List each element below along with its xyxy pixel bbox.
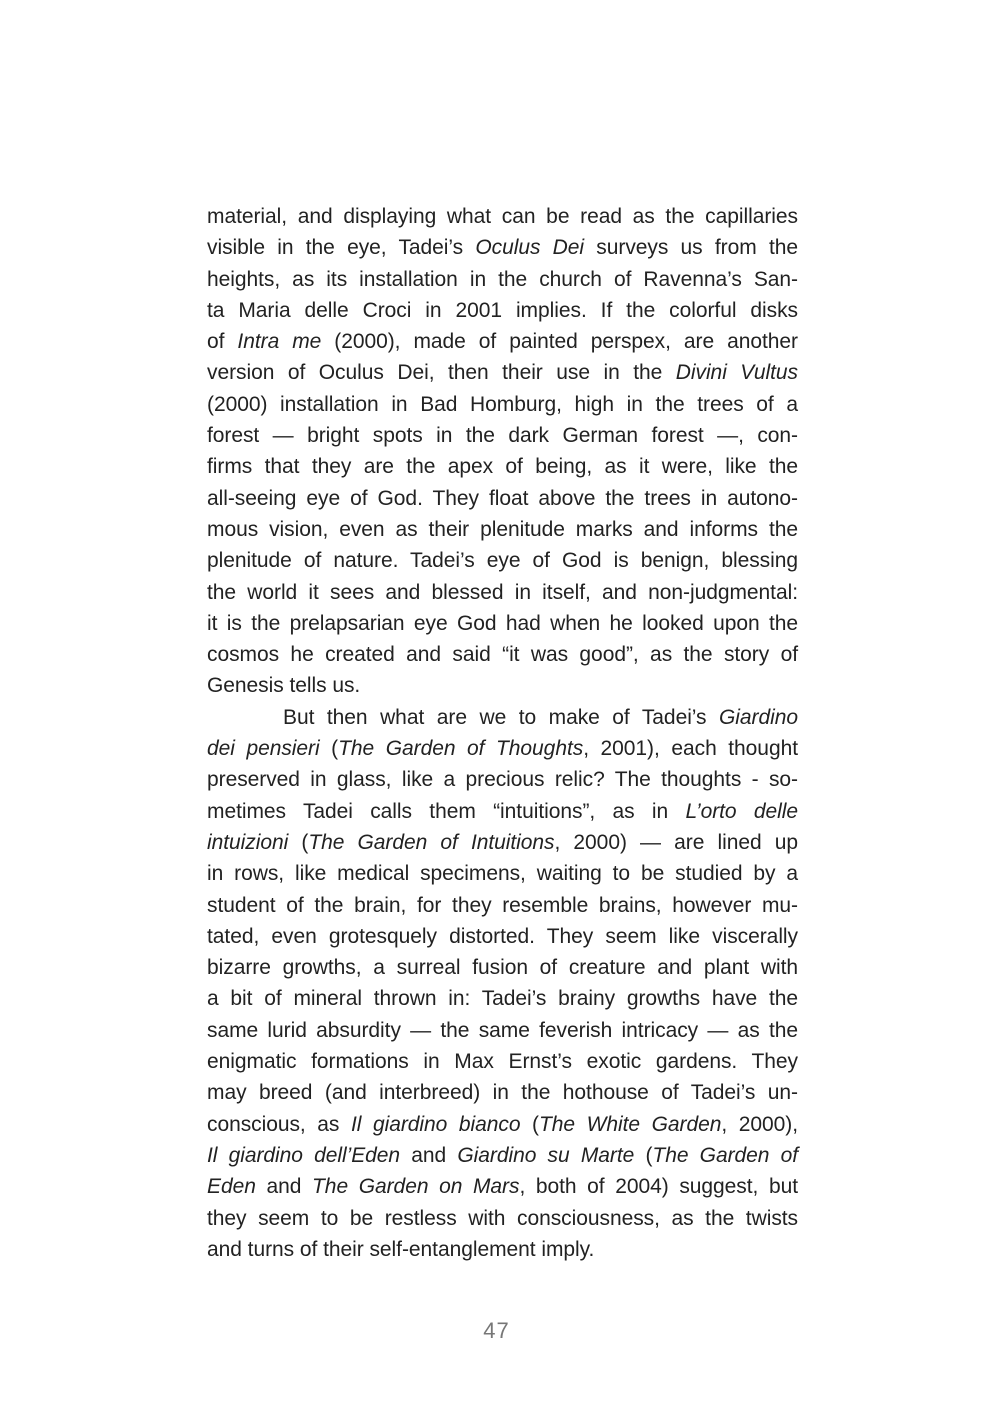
paragraph xyxy=(207,201,798,702)
text-line xyxy=(207,1046,798,1077)
text-run: version of Oculus Dei, then their use in the xyxy=(207,361,676,385)
text-run: heights, as its installation in the church of Ravenna’s San- xyxy=(207,267,798,291)
italic-title-text: Eden xyxy=(207,1175,256,1199)
text-line xyxy=(207,1109,798,1140)
text-line xyxy=(207,545,798,576)
text-line xyxy=(207,764,798,795)
text-line xyxy=(207,890,798,921)
text-run: , 2000), xyxy=(721,1112,798,1136)
text-run: But then what are we to make of Tadei’s xyxy=(283,705,720,729)
text-line xyxy=(207,1077,798,1108)
italic-title-text: Giardino su Marte xyxy=(457,1143,635,1167)
text-run: same lurid absurdity — the same feverish intricacy — as the xyxy=(207,1018,798,1042)
italic-title-text: The Garden of Thoughts xyxy=(338,737,584,761)
text-run: cosmos he created and said “it was good”, as the story of xyxy=(207,643,798,667)
text-run: , 2001), each thought xyxy=(583,737,798,761)
text-run: (2000) installation in Bad Homburg, high in the trees of a xyxy=(207,392,798,416)
text-line xyxy=(207,670,798,701)
text-run: student of the brain, for they resemble brains, however mu- xyxy=(207,893,798,917)
italic-title-text: The Garden of xyxy=(652,1143,799,1167)
text-line xyxy=(207,232,798,263)
text-line xyxy=(207,983,798,1014)
text-run: preserved in glass, like a precious relic? The thoughts - so- xyxy=(207,768,798,792)
italic-title-text: Divini Vultus xyxy=(675,361,798,385)
text-run: conscious, as xyxy=(207,1112,351,1136)
italic-title-text: The White Garden xyxy=(538,1112,722,1136)
italic-title-text: dei pensieri xyxy=(207,737,320,761)
text-run: a bit of mineral thrown in: Tadei’s brainy growths have the xyxy=(207,987,798,1011)
text-line xyxy=(207,1140,798,1171)
text-run: and turns of their self-entanglement imply. xyxy=(207,1237,595,1261)
text-run: the world it sees and blessed in itself, and non-judgmental: xyxy=(207,580,798,604)
text-line xyxy=(207,514,798,545)
text-line xyxy=(207,1203,798,1234)
italic-title-text: intuizioni xyxy=(207,830,289,854)
text-line xyxy=(207,921,798,952)
text-run: enigmatic formations in Max Ernst’s exotic gardens. They xyxy=(207,1050,798,1074)
text-run: in rows, like medical specimens, waiting to be studied by a xyxy=(207,862,798,886)
text-line xyxy=(207,1234,798,1265)
text-line xyxy=(207,608,798,639)
text-run: it is the prelapsarian eye God had when he looked upon the xyxy=(207,611,798,635)
text-run: , both of 2004) suggest, but xyxy=(519,1175,798,1199)
text-line xyxy=(207,295,798,326)
text-run: all-seeing eye of God. They float above the trees in autono- xyxy=(207,486,798,510)
body-text xyxy=(207,201,798,1265)
text-line xyxy=(207,357,798,388)
text-run: material, and displaying what can be read as the capillaries xyxy=(207,205,798,228)
text-line xyxy=(207,577,798,608)
text-run: metimes Tadei calls them “intuitions”, as in xyxy=(207,799,686,823)
text-line xyxy=(207,858,798,889)
paragraph xyxy=(207,702,798,1265)
text-line xyxy=(207,389,798,420)
text-run: firms that they are the apex of being, as it were, like the xyxy=(207,455,798,479)
text-run: and xyxy=(255,1175,313,1199)
text-line xyxy=(207,451,798,482)
italic-title-text: The Garden on Mars xyxy=(312,1175,520,1199)
text-run: forest — bright spots in the dark German forest —, con- xyxy=(207,424,798,448)
italic-title-text: Il giardino bianco xyxy=(350,1112,521,1136)
text-run: ( xyxy=(319,737,339,761)
text-run: ( xyxy=(520,1112,539,1136)
text-run: , 2000) — are lined up xyxy=(554,830,798,854)
text-line xyxy=(207,1015,798,1046)
text-run: bizarre growths, a surreal fusion of creature and plant with xyxy=(207,956,798,980)
text-line xyxy=(207,201,798,232)
text-line xyxy=(207,952,798,983)
text-line xyxy=(207,483,798,514)
text-run: tated, even grotesquely distorted. They seem like viscerally xyxy=(207,924,798,948)
text-run: may breed (and interbreed) in the hothouse of Tadei’s un- xyxy=(207,1081,798,1105)
text-run: Genesis tells us. xyxy=(207,674,361,698)
text-line xyxy=(207,1171,798,1202)
text-run: and xyxy=(400,1143,458,1167)
text-run: surveys us from the xyxy=(584,236,798,260)
text-run: ( xyxy=(288,830,309,854)
text-run: (2000), made of painted perspex, are another xyxy=(321,330,798,354)
text-line xyxy=(207,264,798,295)
text-run: of xyxy=(207,330,238,354)
text-run: ta Maria delle Croci in 2001 implies. If the colorful disks xyxy=(207,298,798,322)
text-run: mous vision, even as their plenitude marks and informs the xyxy=(207,517,798,541)
text-line xyxy=(207,326,798,357)
italic-title-text: L’orto delle xyxy=(685,799,799,823)
text-line xyxy=(207,733,798,764)
italic-title-text: Oculus Dei xyxy=(475,236,585,260)
italic-title-text: Giardino xyxy=(719,705,798,729)
text-line xyxy=(207,639,798,670)
text-line xyxy=(207,702,798,733)
text-run: ( xyxy=(634,1143,653,1167)
page-number: 47 xyxy=(483,1318,510,1343)
text-line xyxy=(207,827,798,858)
italic-title-text: Intra me xyxy=(237,330,322,354)
text-run: visible in the eye, Tadei’s xyxy=(207,236,476,260)
text-run: plenitude of nature. Tadei’s eye of God is benign, blessing xyxy=(207,549,798,573)
italic-title-text: Il giardino dell’Eden xyxy=(207,1143,401,1167)
text-run: they seem to be restless with consciousness, as the twists xyxy=(207,1206,798,1230)
text-line xyxy=(207,796,798,827)
italic-title-text: The Garden of Intuitions xyxy=(308,830,555,854)
text-line xyxy=(207,420,798,451)
